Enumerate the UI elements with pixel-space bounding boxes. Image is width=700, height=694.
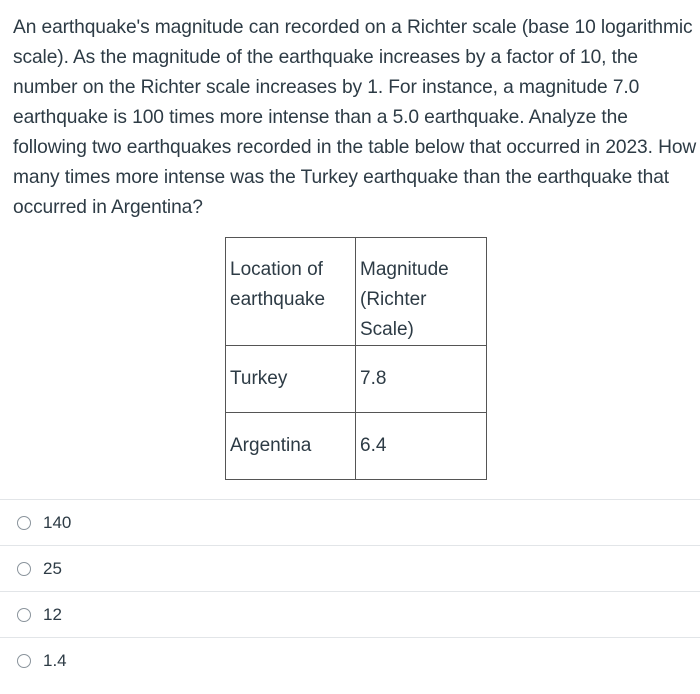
radio-button[interactable]: [17, 516, 31, 530]
answer-option[interactable]: [0, 637, 700, 683]
answer-label: 25: [43, 558, 62, 578]
table-header-row: [226, 238, 487, 346]
cell-location: Argentina: [226, 413, 356, 480]
table-row: [226, 413, 487, 480]
answer-option[interactable]: [0, 545, 700, 591]
table-row: [226, 346, 487, 413]
header-magnitude: Magnitude (Richter Scale): [356, 238, 487, 346]
radio-button[interactable]: [17, 608, 31, 622]
radio-button[interactable]: [17, 654, 31, 668]
answer-label: 12: [43, 604, 62, 624]
cell-magnitude: 7.8: [356, 346, 487, 413]
answer-option[interactable]: [0, 499, 700, 545]
cell-location: Turkey: [226, 346, 356, 413]
question-text: An earthquake's magnitude can recorded on a Richter scale (base 10 logarithmic scale). As the magnitude of the earthquake increases by a factor of 10, the number on the Richter scale increases by 1. For instance, a magnitude 7.0 earthquake is 100 times more intense than a 5.0 earthquake. Analyze the following two earthquakes recorded in the table below that occurred in 2023. How many times more intense was the Turkey earthquake than the earthquake that occurred in Argentina?: [13, 17, 697, 218]
cell-magnitude: 6.4: [356, 413, 487, 480]
answer-label: 1.4: [43, 650, 67, 670]
radio-button[interactable]: [17, 562, 31, 576]
earthquake-table: [225, 237, 487, 480]
answer-list: [0, 499, 700, 683]
header-location: Location of earthquake: [226, 238, 356, 346]
answer-label: 140: [43, 512, 72, 532]
answer-option[interactable]: [0, 591, 700, 637]
